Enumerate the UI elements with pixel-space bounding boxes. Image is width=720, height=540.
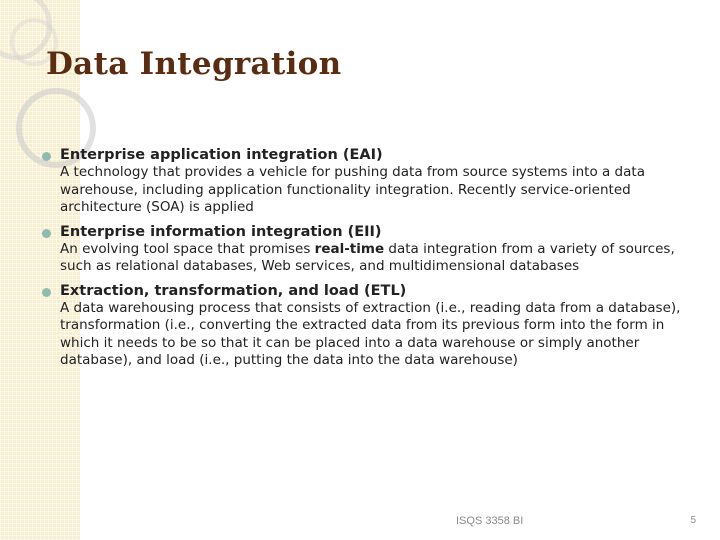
bullet-eii (42, 223, 698, 276)
bullet-body-text: An evolving tool space that promises (60, 240, 315, 257)
footer-page-number: 5 (690, 515, 696, 526)
footer-course-label: ISQS 3358 BI (456, 515, 524, 527)
bullet-body: A technology that provides a vehicle for pushing data from source systems into a data warehouse, including application functionality integration. Recently service-oriented architecture (SOA) is applied (60, 164, 645, 215)
bullet-list (42, 146, 698, 376)
bullet-dot-icon (42, 229, 51, 238)
bullet-dot-icon (42, 152, 51, 161)
bullet-body-text: data integration from a variety of sources, such as relational databases, Web services, and multidimensional databases (60, 240, 675, 274)
bullet-dot-icon (42, 288, 51, 297)
slide-title: Data Integration (46, 46, 342, 82)
bullet-body: A data warehousing process that consists of extraction (i.e., reading data from a database), transformation (i.e., converting the extracted data from its previous form into the form in which it needs to be so that it can be placed into a data warehouse or simply another database), and load (i.e., putting the data into the data warehouse) (60, 299, 681, 368)
bullet-body-emphasis: real-time (314, 240, 385, 257)
bullet-heading: Enterprise information integration (EII) (60, 223, 382, 240)
bullet-eai (42, 146, 698, 217)
bullet-heading: Extraction, transformation, and load (ETL) (60, 282, 407, 299)
bullet-body (60, 241, 698, 276)
bullet-etl (42, 282, 698, 370)
bullet-heading: Enterprise application integration (EAI) (60, 147, 383, 163)
